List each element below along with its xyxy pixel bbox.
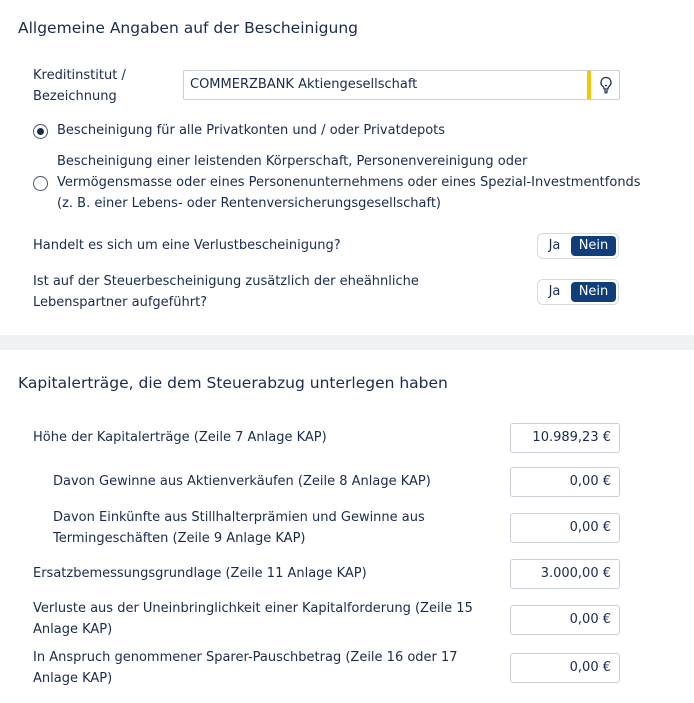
capital-income-input[interactable]: 10.989,23 € <box>510 423 620 453</box>
section-title-general: Allgemeine Angaben auf der Bescheinigung <box>18 19 358 37</box>
saver-allowance-input[interactable]: 0,00 € <box>510 653 620 683</box>
radio-other-entity[interactable] <box>33 176 48 191</box>
question-partner-listed: Ist auf der Steuerbescheinigung zusätzlich der eheähnliche Lebenspartner aufgeführt? <box>33 274 419 310</box>
row-label-share-gains: Davon Gewinne aus Aktienverkäufen (Zeile 8 Anlage KAP) <box>53 474 431 489</box>
question-loss-certificate: Handelt es sich um eine Verlustbescheinigung? <box>33 238 341 253</box>
radio-other-entity-label[interactable]: Bescheinigung einer leistenden Körperschaft, Personenvereinigung oder Vermögensmasse oder eines Personenunternehmens oder eines Spezial-Investmentfonds (z. B. einer Lebens- oder Rentenversicherungsgesellschaft) <box>57 154 641 211</box>
section-title-capital-income: Kapitalerträge, die dem Steuerabzug unterlegen haben <box>18 374 448 392</box>
radio-private-accounts[interactable] <box>33 124 48 139</box>
row-label-substitute-base: Ersatzbemessungsgrundlage (Zeile 11 Anlage KAP) <box>33 566 367 581</box>
partner-listed-no[interactable]: Nein <box>571 282 616 302</box>
lightbulb-icon[interactable] <box>592 71 619 99</box>
loss-certificate-yes[interactable]: Ja <box>548 238 561 253</box>
loss-certificate-no[interactable]: Nein <box>571 236 616 256</box>
partner-listed-yes[interactable]: Ja <box>548 284 561 299</box>
row-label-option-premiums: Davon Einkünfte aus Stillhalterprämien und Gewinne aus Termingeschäften (Zeile 9 Anlage KAP) <box>53 510 425 546</box>
option-premiums-input[interactable]: 0,00 € <box>510 513 620 543</box>
share-gains-input[interactable]: 0,00 € <box>510 467 620 497</box>
loss-certificate-toggle[interactable] <box>537 233 619 259</box>
partner-listed-toggle[interactable] <box>537 279 619 305</box>
substitute-base-input[interactable]: 3.000,00 € <box>510 559 620 589</box>
general-info-card <box>0 0 694 335</box>
radio-private-accounts-label[interactable]: Bescheinigung für alle Privatkonten und / oder Privatdepots <box>57 123 446 138</box>
input-accent-bar <box>587 71 591 99</box>
capital-income-card <box>0 350 694 703</box>
institution-value: COMMERZBANK Aktiengesellschaft <box>190 77 418 92</box>
institution-label: Kreditinstitut / Bezeichnung <box>33 68 126 104</box>
institution-input[interactable] <box>183 70 620 100</box>
row-label-saver-allowance: In Anspruch genommener Sparer-Pauschbetrag (Zeile 16 oder 17 Anlage KAP) <box>33 650 458 686</box>
row-label-uncollectible-losses: Verluste aus der Uneinbringlichkeit einer Kapitalforderung (Zeile 15 Anlage KAP) <box>33 601 473 637</box>
uncollectible-losses-input[interactable]: 0,00 € <box>510 605 620 635</box>
row-label-capital-income: Höhe der Kapitalerträge (Zeile 7 Anlage KAP) <box>33 430 327 445</box>
